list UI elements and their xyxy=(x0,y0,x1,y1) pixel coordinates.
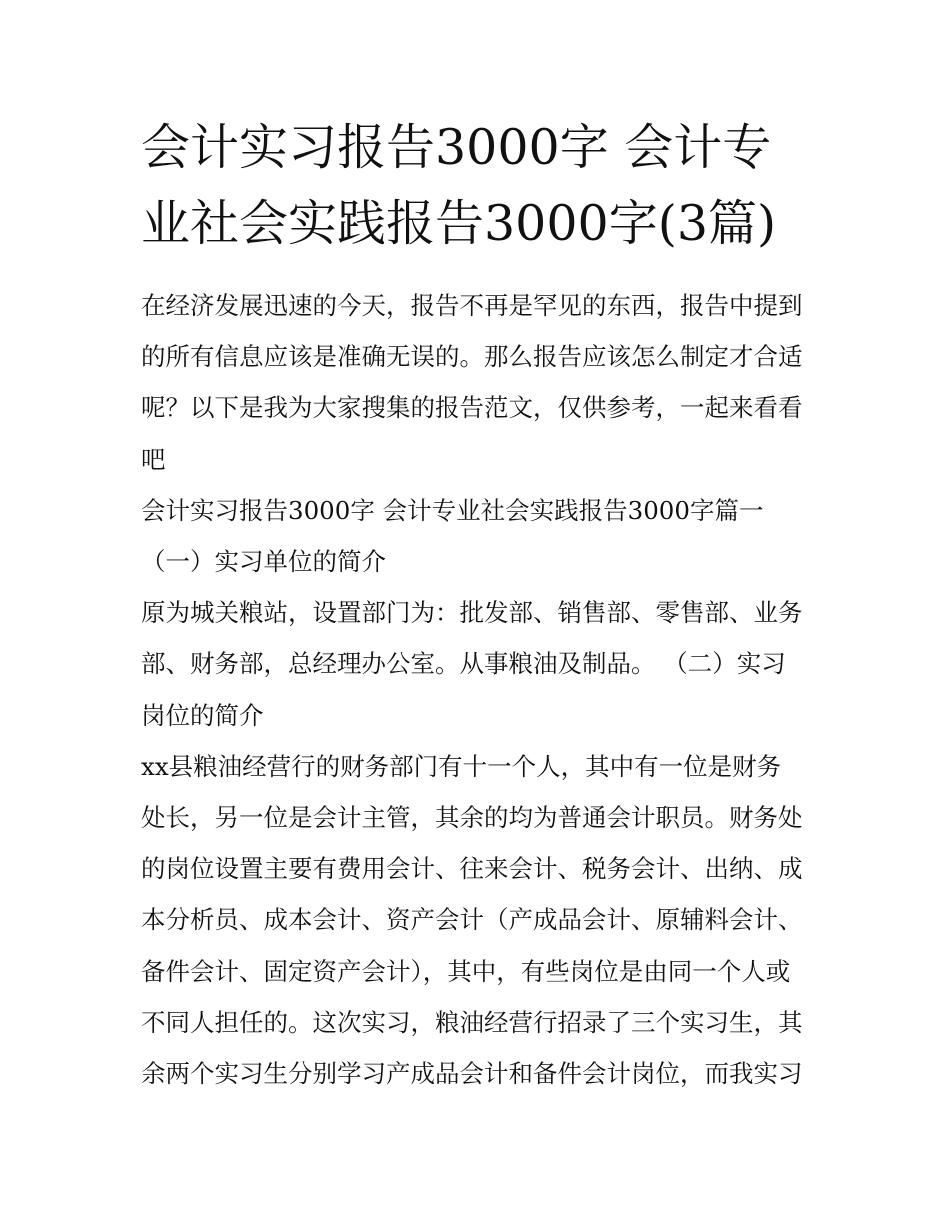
text-line: 备件会计、固定资产会计），其中，有些岗位是由同一个人或 xyxy=(141,956,791,986)
document-title xyxy=(141,110,821,262)
text-line: 不同人担任的。这次实习，粮油经营行招录了三个实习生，其 xyxy=(141,1007,803,1037)
intro-paragraph xyxy=(141,280,821,485)
title-line: 业社会实践报告3000字(3篇) xyxy=(141,195,777,252)
subheading-unit-intro: （一）实习单位的简介 xyxy=(141,547,386,577)
text-line: 处长，另一位是会计主管，其余的均为普通会计职员。财务处 xyxy=(141,803,803,833)
unit-intro-paragraph xyxy=(141,587,821,741)
text-line: 吧 xyxy=(141,444,166,474)
text-line: 岗位的简介 xyxy=(141,700,264,730)
text-line: 本分析员、成本会计、资产会计（产成品会计、原辅料会计、 xyxy=(141,905,803,935)
title-line: 会计实习报告3000字 会计专 xyxy=(141,119,772,176)
text-line: 的岗位设置主要有费用会计、往来会计、税务会计、出纳、成 xyxy=(141,854,803,884)
text-line: 在经济发展迅速的今天，报告不再是罕见的东西，报告中提到 xyxy=(141,291,803,320)
text-line: 呢？以下是我为大家搜集的报告范文，仅供参考，一起来看看 xyxy=(141,393,803,423)
text-line: 的所有信息应该是准确无误的。那么报告应该怎么制定才合适 xyxy=(141,342,803,372)
document-page xyxy=(141,110,821,1099)
text-line: 部、财务部，总经理办公室。从事粮油及制品。 （二）实习 xyxy=(141,649,786,679)
text-line: 原为城关粮站，设置部门为：批发部、销售部、零售部、业务 xyxy=(141,598,803,628)
position-intro-paragraph xyxy=(141,741,821,1099)
text-line: 余两个实习生分别学习产成品会计和备件会计岗位，而我实习 xyxy=(141,1059,803,1089)
section-heading: 会计实习报告3000字 会计专业社会实践报告3000字篇一 xyxy=(141,495,764,525)
text-line: xx县粮油经营行的财务部门有十一个人，其中有一位是财务 xyxy=(141,751,782,781)
